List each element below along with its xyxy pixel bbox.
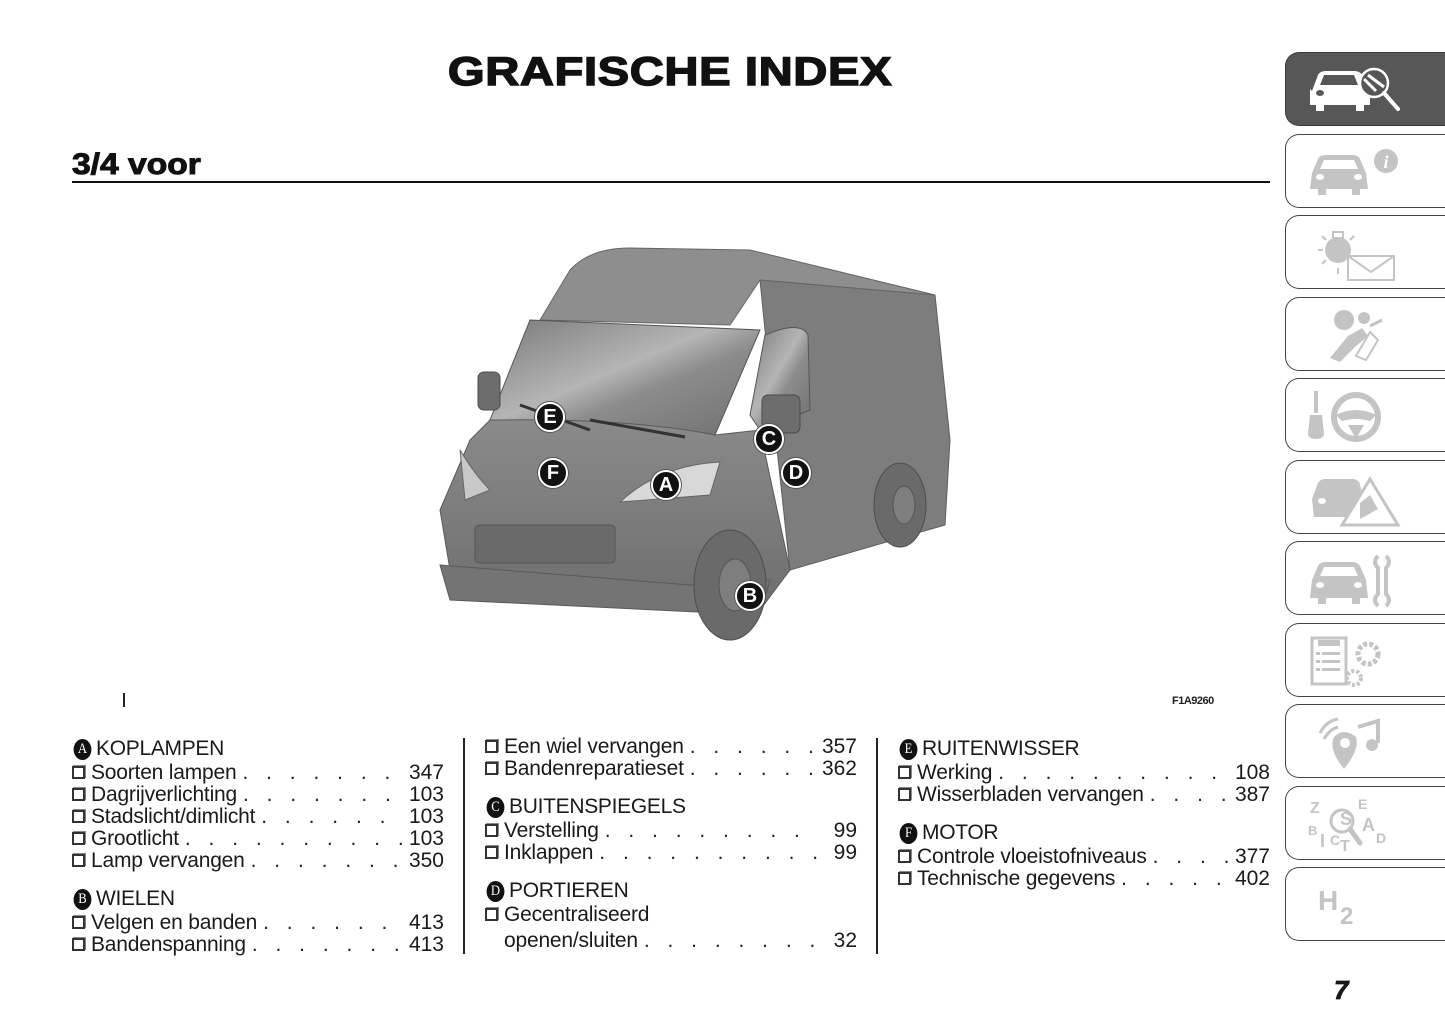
index-entry[interactable]: Controle vloeistofniveaus . . . 377 (898, 846, 1270, 868)
checkbox-bullet-icon (485, 740, 498, 753)
leader-dots (242, 762, 402, 784)
svg-text:E: E (1358, 795, 1368, 812)
page-ref[interactable]: 347 (408, 761, 444, 784)
index-entry[interactable]: Lamp vervangen . . . 350 (72, 850, 444, 872)
car-warning-triangle-icon (1304, 469, 1404, 527)
tab-technical-data[interactable] (1285, 623, 1445, 697)
leader-dots (690, 758, 816, 780)
checkbox-bullet-icon (898, 872, 911, 885)
leader-dots (243, 784, 403, 806)
page-ref[interactable]: 402 (1234, 867, 1270, 890)
badge-e: E (900, 739, 918, 760)
leader-dots (252, 934, 403, 956)
callout-e: E (535, 402, 565, 432)
tab-h2[interactable] (1285, 867, 1445, 941)
index-entry[interactable]: openen/sluiten . . . 32 (485, 930, 857, 952)
index-entry[interactable]: Bandenreparatieset . . . 362 (485, 758, 857, 780)
car-info-icon (1304, 143, 1404, 201)
index-column-2 (485, 736, 857, 966)
group-wielen (72, 886, 444, 956)
checkbox-bullet-icon (485, 824, 498, 837)
warning-light-message-icon (1304, 224, 1404, 282)
index-entry[interactable]: Wisserbladen vervangen . . . 387 (898, 784, 1270, 806)
index-entry[interactable]: Inklappen . . . 99 (485, 842, 857, 864)
checkbox-bullet-icon (485, 846, 498, 859)
svg-text:I: I (1320, 830, 1326, 851)
svg-text:Z: Z (1310, 799, 1320, 817)
leader-dots (998, 762, 1229, 784)
page-number: 7 (1334, 975, 1349, 1005)
callout-f: F (538, 458, 568, 488)
tab-starting-driving[interactable] (1285, 378, 1445, 452)
page-ref[interactable]: 387 (1234, 783, 1270, 806)
group-koplampen (72, 736, 444, 872)
checkbox-bullet-icon (72, 810, 85, 823)
group-buitenspiegels (485, 794, 857, 864)
page-ref[interactable]: 103 (408, 805, 444, 828)
leader-dots (185, 828, 403, 850)
leader-dots (251, 850, 403, 872)
callout-b: B (735, 581, 765, 611)
index-entry[interactable]: Verstelling . . . 99 (485, 820, 857, 842)
group-motor (898, 820, 1270, 890)
svg-text:T: T (1340, 837, 1350, 853)
index-entry[interactable]: Gecentraliseerd (485, 904, 857, 926)
tab-graphic-index[interactable] (1285, 52, 1445, 126)
checkbox-bullet-icon (72, 832, 85, 845)
group-title: KOPLAMPEN (96, 737, 225, 760)
leader-dots (599, 842, 817, 864)
page-ref[interactable]: 377 (1234, 845, 1270, 868)
tab-maintenance[interactable] (1285, 541, 1445, 615)
svg-text:2: 2 (1340, 903, 1354, 930)
checkbox-bullet-icon (898, 788, 911, 801)
group-title: MOTOR (922, 821, 999, 844)
leader-dots (644, 930, 817, 952)
page-ref[interactable]: 103 (408, 783, 444, 806)
index-entry[interactable]: Grootlicht . . . 103 (72, 828, 444, 850)
figure-code: F1A9260 (1172, 695, 1214, 707)
alphabetical-index-icon (1304, 795, 1404, 853)
svg-text:C: C (1330, 831, 1341, 848)
leader-dots (263, 912, 403, 934)
svg-text:B: B (1308, 822, 1318, 838)
index-entry[interactable]: Soorten lampen . . . 347 (72, 762, 444, 784)
chapter-tabs (1285, 52, 1445, 949)
page-ref[interactable]: 350 (408, 849, 444, 872)
callout-a: A (651, 470, 681, 500)
index-entry[interactable]: Bandenspanning . . . 413 (72, 934, 444, 956)
h2-icon (1304, 876, 1404, 934)
leader-dots (1150, 784, 1229, 806)
checkbox-bullet-icon (485, 908, 498, 921)
badge-d: D (487, 881, 505, 902)
leader-dots (261, 806, 403, 828)
page-ref[interactable]: 362 (821, 757, 857, 780)
index-entry[interactable]: Velgen en banden . . . 413 (72, 912, 444, 934)
page-ref[interactable]: 108 (1234, 761, 1270, 784)
index-entry[interactable]: Een wiel vervangen . . . 357 (485, 736, 857, 758)
group-portieren (485, 878, 857, 952)
multimedia-icon (1304, 713, 1404, 771)
group-ruitenwisser (898, 736, 1270, 806)
tab-safety[interactable] (1285, 297, 1445, 371)
page-ref[interactable]: 413 (408, 911, 444, 934)
car-wrench-icon (1304, 550, 1404, 608)
tab-multimedia[interactable] (1285, 704, 1445, 778)
checkbox-bullet-icon (72, 766, 85, 779)
index-entry[interactable]: Technische gegevens . . . 402 (898, 868, 1270, 890)
page-ref[interactable]: 413 (408, 933, 444, 956)
airbag-seat-icon (1304, 306, 1404, 364)
margin-marker (123, 693, 125, 707)
checkbox-bullet-icon (72, 788, 85, 801)
page-ref[interactable]: 103 (408, 827, 444, 850)
checkbox-bullet-icon (485, 762, 498, 775)
section-title: 3/4 voor (72, 148, 201, 181)
svg-text:S: S (1340, 808, 1353, 829)
tab-alphabetical-index[interactable] (1285, 786, 1445, 860)
leader-dots (605, 820, 817, 842)
checkbox-bullet-icon (898, 766, 911, 779)
leader-dots (1121, 868, 1229, 890)
checkbox-bullet-icon (72, 854, 85, 867)
van-drawing (430, 240, 970, 650)
group-title: PORTIEREN (509, 879, 629, 902)
checkbox-bullet-icon (898, 850, 911, 863)
checkbox-bullet-icon (72, 938, 85, 951)
section-divider (72, 181, 1270, 183)
callout-d: D (781, 458, 811, 488)
page-ref[interactable]: 99 (833, 841, 857, 864)
badge-f: F (900, 823, 918, 844)
svg-text:A: A (1362, 814, 1375, 835)
tab-emergency[interactable] (1285, 460, 1445, 534)
badge-a: A (74, 739, 92, 760)
key-steering-wheel-icon (1304, 387, 1404, 445)
specs-gears-icon (1304, 632, 1404, 690)
tab-car-info[interactable] (1285, 134, 1445, 208)
index-entry[interactable]: Dagrijverlichting . . . 103 (72, 784, 444, 806)
page-ref[interactable]: 357 (821, 735, 857, 758)
svg-text:D: D (1376, 829, 1387, 846)
leader-dots (690, 736, 816, 758)
svg-text:i: i (1383, 151, 1389, 172)
badge-b: B (74, 889, 92, 910)
leader-dots (1153, 846, 1229, 868)
tab-warning-lights[interactable] (1285, 215, 1445, 289)
column-divider (876, 738, 878, 954)
van-illustration (430, 240, 970, 650)
car-magnifier-icon (1304, 61, 1404, 119)
group-title: BUITENSPIEGELS (509, 795, 686, 818)
index-entry[interactable]: Werking . . . 108 (898, 762, 1270, 784)
group-title: RUITENWISSER (922, 737, 1080, 760)
callout-c: C (754, 424, 784, 454)
index-column-1 (72, 736, 444, 970)
checkbox-bullet-icon (72, 916, 85, 929)
index-entry[interactable]: Stadslicht/dimlicht . . . 103 (72, 806, 444, 828)
column-divider (463, 738, 465, 954)
group-title: WIELEN (96, 887, 175, 910)
page-ref[interactable]: 32 (833, 929, 857, 952)
index-column-3 (898, 736, 1270, 904)
badge-c: C (487, 797, 505, 818)
group-wielen-continued (485, 736, 857, 780)
svg-text:H: H (1318, 885, 1339, 916)
page-ref[interactable]: 99 (833, 819, 857, 842)
page-title: GRAFISCHE INDEX (447, 50, 893, 94)
